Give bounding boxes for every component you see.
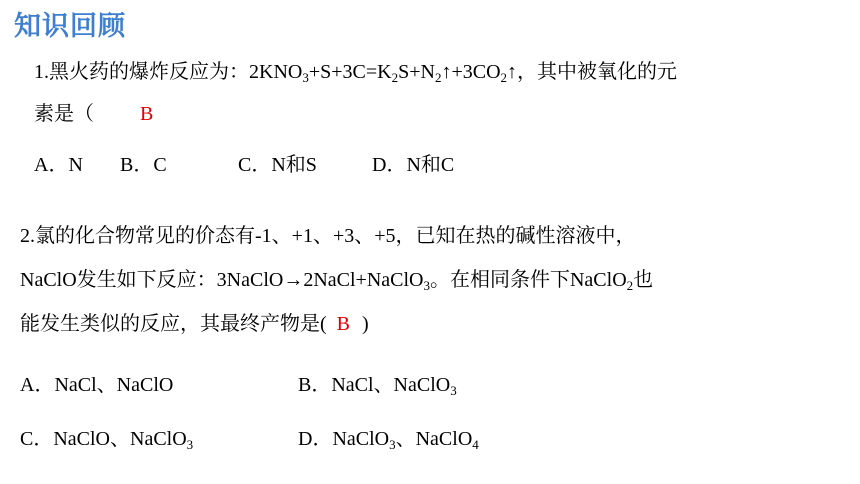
q1-text-d: ↑+3CO (441, 61, 501, 83)
q1-text-c: S+N (398, 61, 435, 83)
q1-option-b: B．C (120, 154, 167, 176)
q1-line2-prefix: 素是（ (34, 103, 94, 125)
q2-option-d-mid: 、NaClO (395, 428, 473, 450)
q1-option-d: D．N和C (372, 154, 455, 176)
q2-option-c-main: C．NaClO、NaClO (20, 428, 187, 450)
q2-option-b-main: B．NaCl、NaClO (298, 374, 451, 396)
q2-option-d-sub1: 3 (389, 437, 396, 452)
q2-line3-a: 能发生类似的反应，其最终产物是( (20, 313, 327, 335)
q2-option-a: A．NaCl、NaClO (20, 374, 174, 396)
q1-option-a: A．N (34, 154, 83, 176)
q2-line2-c: 也 (633, 269, 654, 291)
q2-option-d-sub2: 4 (472, 437, 479, 452)
q1-line2 (34, 102, 94, 126)
q1-sub3: 2 (434, 70, 442, 85)
q2-line2-b: 。在相同条件下NaClO (429, 269, 627, 291)
q1-text-a: 1.黑火药的爆炸反应为：2KNO (34, 61, 303, 83)
q1-answer: B (140, 103, 154, 125)
q2-line2 (20, 268, 653, 292)
q2-line1: 2.氯的化合物常见的价态有-1、+1、+3、+5，已知在热的碱性溶液中， (20, 225, 636, 247)
q2-option-c (20, 422, 193, 451)
q1-sub2: 2 (391, 70, 399, 85)
q2-line2-a: NaClO发生如下反应：3NaClO→2NaCl+NaClO (20, 269, 424, 291)
q2-option-b (298, 368, 457, 397)
q1-line1 (34, 60, 677, 84)
q1-option-c: C．N和S (238, 154, 317, 176)
q2-option-d (298, 422, 479, 451)
q2-option-c-sub: 3 (186, 437, 194, 452)
q2-line3-b: ) (362, 313, 369, 335)
q1-text-b: +S+3C=K (308, 61, 392, 83)
q1-text-e: ↑，其中被氧化的元 (507, 61, 678, 83)
q1-sub4: 2 (500, 70, 508, 85)
q2-line2-sub2: 2 (626, 278, 634, 293)
q2-option-d-main: D．NaClO (298, 428, 390, 450)
page-title: 知识回顾 (14, 11, 126, 42)
q2-answer: B (336, 313, 351, 335)
q2-line3 (20, 312, 369, 336)
q2-option-b-sub: 3 (450, 383, 457, 398)
q1-sub1: 3 (302, 70, 309, 85)
q2-line2-sub1: 3 (423, 278, 430, 293)
